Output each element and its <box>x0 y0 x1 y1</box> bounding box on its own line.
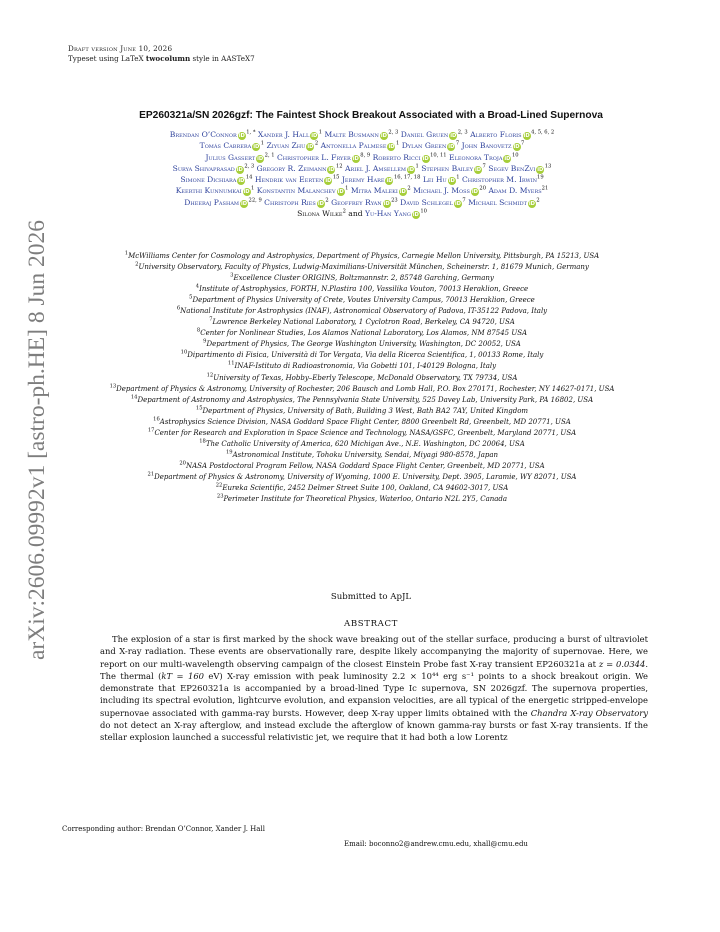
affiliation-item <box>62 450 662 461</box>
author-entry <box>365 209 427 218</box>
affiliation-item <box>62 328 662 339</box>
author-name[interactable]: Yu-Han Yang <box>365 209 411 219</box>
author-name[interactable]: Ariel J. Amsellem <box>345 163 406 173</box>
author-name[interactable]: Alberto Floris <box>470 130 522 139</box>
affiliation-text: Center for Nonlinear Studies, Los Alamos National Laboratory, Los Alamos, NM 87545 USA <box>200 329 528 338</box>
author-entry <box>413 186 486 195</box>
abstract-body <box>100 633 648 744</box>
affiliation-marker: 8, 9 <box>360 152 371 159</box>
orcid-icon[interactable]: iD <box>241 200 248 207</box>
author-entry <box>421 164 486 173</box>
affiliation-item <box>62 317 662 328</box>
affiliation-text: University Observatory, Faculty of Physics, Ludwig-Maximilians-Universität München, Scheinerstr. 1, 81679 Munich, Germany <box>138 263 589 272</box>
affiliation-item <box>62 494 662 505</box>
author-name[interactable]: Ziyuan Zhu <box>266 141 306 151</box>
affiliation-marker: 1, * <box>246 129 256 136</box>
author-name[interactable]: Christoph Ries <box>264 197 316 207</box>
author-name[interactable]: Christopher M. Irwin <box>461 175 538 185</box>
affiliation-number: 8 <box>196 327 201 334</box>
author-name[interactable]: Surya Shivaprasad <box>172 163 235 173</box>
author-name[interactable]: Antonella Palmese <box>320 141 387 151</box>
affiliation-item <box>62 350 662 361</box>
author-name[interactable]: Eleonora Troja <box>449 152 503 162</box>
author-entry <box>325 130 399 139</box>
orcid-icon[interactable]: iD <box>307 144 314 151</box>
affiliation-marker: 23 <box>391 197 398 204</box>
author-name[interactable]: Konstantin Malanchev <box>256 186 336 196</box>
orcid-icon[interactable]: iD <box>238 133 245 139</box>
affiliation-number: 1 <box>124 250 129 257</box>
affiliation-text: Excellence Cluster ORIGINS, Boltzmannstr. 2, 85748 Garching, Germany <box>233 274 494 283</box>
draft-version: Draft version June 10, 2026 <box>68 44 173 53</box>
orcid-icon[interactable]: iD <box>352 155 359 162</box>
affiliation-number: 12 <box>206 372 214 379</box>
affiliation-number: 18 <box>199 438 206 445</box>
author-name[interactable]: Tomás Cabrera <box>199 141 252 151</box>
affiliation-number: 10 <box>180 349 188 356</box>
author-name[interactable]: Dheeraj Pasham <box>184 197 240 207</box>
author-entry <box>184 198 261 207</box>
orcid-icon[interactable]: iD <box>253 144 260 151</box>
affiliation-marker: 2 <box>325 197 329 204</box>
abstract-text-3: eV) X-ray emission with peak luminosity <box>203 670 393 681</box>
affiliation-marker: 10 <box>420 208 427 215</box>
affiliation-item <box>62 273 662 284</box>
abstract-text-1: The explosion of a star is first marked by the shock wave breaking out of the stellar surface, producing a burst of ultraviolet and X-ray radiation. These events are observationally rare, despite likely accompanying the majority of supernovae. Here, we report on our multi-wavelength observing campaign of the closest Einstein Probe fast X-ray transient EP260321a at <box>100 634 648 669</box>
affiliation-marker: 21 <box>541 185 549 192</box>
author-line <box>62 163 662 174</box>
submitted-note: Submitted to ApJL <box>330 592 412 602</box>
author-line <box>62 152 662 163</box>
affiliation-item <box>62 295 662 306</box>
author-name[interactable]: David Schlegel <box>400 197 453 207</box>
abstract-text-4: points to a shock breakout origin. We demonstrate that EP260321a is accompanied by a broad-lined Type Ic supernova, SN 2026gzf. The supernova properties, including its spectral evolution, lightcurve evolution, and expansion velocities, are all typical of the energetic stripped-envelope supernovae associated with gamma-ray bursts. However, deep X-ray upper limits obtained with the <box>100 670 648 718</box>
author-entry <box>321 141 400 150</box>
orcid-icon[interactable]: iD <box>399 189 406 196</box>
affiliation-marker: 12 <box>335 163 343 170</box>
affiliation-marker: 1 <box>345 185 349 192</box>
affiliation-number: 11 <box>227 360 235 367</box>
author-entry <box>267 141 319 150</box>
affiliation-text: The Catholic University of America, 620 Michigan Ave., N.E. Washington, DC 20064, USA <box>205 439 525 448</box>
author-name[interactable]: Hendrik van Eerten <box>254 175 324 185</box>
author-name[interactable]: Simone Dichiara <box>180 175 237 185</box>
orcid-icon[interactable]: iD <box>471 189 478 196</box>
paper-title: EP260321a/SN 2026gzf: The Faintest Shock Breakout Associated with a Broad-Lined Supernova <box>139 110 603 121</box>
abstract-text-2: . The thermal ( <box>100 658 648 681</box>
orcid-icon[interactable]: iD <box>257 155 264 162</box>
author-entry <box>342 175 421 184</box>
author-entry <box>449 153 519 162</box>
author-name[interactable]: Roberto Ricci <box>372 152 421 162</box>
affiliation-number: 21 <box>147 471 155 478</box>
orcid-icon[interactable]: iD <box>243 189 250 196</box>
affiliation-text: National Institute for Astrophysics (INAF), Astronomical Observatory of Padova, IT-35122 Padova, Italy <box>180 307 548 316</box>
affiliation-marker: 1 <box>251 185 255 192</box>
author-line <box>62 185 662 196</box>
orcid-icon[interactable]: iD <box>407 166 415 173</box>
author-entry <box>488 164 551 173</box>
orcid-icon[interactable]: iD <box>386 178 393 185</box>
affiliation-number: 23 <box>216 493 224 500</box>
orcid-icon[interactable]: iD <box>454 200 461 207</box>
affiliation-number: 19 <box>225 449 233 456</box>
orcid-icon[interactable]: iD <box>311 133 318 139</box>
affiliation-marker: 7 <box>482 163 486 170</box>
orcid-icon[interactable]: iD <box>448 178 455 185</box>
affiliation-marker: 2 <box>314 140 319 147</box>
affiliation-number: 17 <box>147 427 155 434</box>
author-name[interactable]: Mitra Maleki <box>350 186 398 196</box>
orcid-icon[interactable]: iD <box>383 200 390 207</box>
affiliation-item <box>62 339 662 350</box>
author-entry <box>468 198 540 207</box>
affiliation-marker: 1 <box>318 129 323 136</box>
abstract-redshift: z = 0.0344 <box>598 658 646 669</box>
affiliation-item <box>62 428 662 439</box>
affiliation-text: University of Texas, Hobby–Eberly Telescope, McDonald Observatory, TX 79734, USA <box>213 373 518 382</box>
typeset-prefix: Typeset using <box>68 54 121 63</box>
author-entry <box>470 130 554 139</box>
affiliation-item <box>62 406 662 417</box>
affiliation-number: 14 <box>130 394 138 401</box>
affiliation-text: Eureka Scientific, 2452 Delmer Street Suite 100, Oakland, CA 94602-3017, USA <box>222 483 509 492</box>
author-conjunction: and <box>345 209 363 219</box>
affiliation-marker: 15 <box>332 174 340 181</box>
author-line <box>62 208 662 219</box>
affiliation-text: Department of Physics & Astronomy, University of Rochester, 206 Bausch and Lomb Hall, P.O. Box 270171, Rochester, NY 14627-0171, USA <box>116 384 615 393</box>
author-entry <box>423 175 460 184</box>
affiliation-item <box>62 483 662 494</box>
affiliation-item <box>62 439 662 450</box>
affiliation-text: Lawrence Berkeley National Laboratory, 1 Cyclotron Road, Berkeley, CA 94720, USA <box>212 318 515 327</box>
affiliation-marker: 2, 3 <box>244 163 255 170</box>
author-name[interactable]: Christopher L. Fryer <box>276 152 351 162</box>
author-name[interactable]: Segev BenZvi <box>488 163 536 173</box>
orcid-icon[interactable]: iD <box>328 166 335 173</box>
author-line <box>62 140 662 151</box>
affiliation-text: Department of Physics & Astronomy, University of Wyoming, 1000 E. University, Dept. 3905, Laramie, WY 82071, USA <box>154 472 577 481</box>
affiliation-number: 16 <box>153 416 160 423</box>
author-name[interactable]: Malte Busmann <box>324 130 379 139</box>
affiliation-list <box>62 251 662 505</box>
author-entry <box>277 153 370 162</box>
typeset-bold: twocolumn <box>145 54 191 63</box>
author-name[interactable]: Michael Schmidt <box>468 197 527 207</box>
author-entry <box>402 141 459 150</box>
affiliation-item <box>62 361 662 372</box>
affiliation-marker: 2 <box>536 197 540 204</box>
affiliation-number: 5 <box>189 294 193 301</box>
author-entry <box>488 186 548 195</box>
affiliation-item <box>62 461 662 472</box>
affiliation-text: INAF-Istituto di Radioastronomia, Via Gobetti 101, I-40129 Bologna, Italy <box>234 362 497 371</box>
affiliation-number: 7 <box>209 316 213 323</box>
abstract-kt: kT = 160 <box>161 670 204 681</box>
abstract-luminosity: 2.2 × 10⁴⁴ erg s⁻¹ <box>392 670 474 681</box>
author-entry <box>180 175 252 184</box>
affiliation-text: Department of Physics University of Crete, Voutes University Campus, 70013 Heraklion, Greece <box>192 296 535 305</box>
author-name[interactable]: John Banovetz <box>461 141 512 151</box>
author-line <box>62 197 662 208</box>
affiliation-number: 15 <box>195 405 203 412</box>
affiliation-marker: 2 <box>407 185 411 192</box>
author-name: Silona Wilke <box>297 209 343 219</box>
orcid-icon[interactable]: iD <box>317 200 324 207</box>
orcid-icon[interactable]: iD <box>504 155 511 162</box>
orcid-icon[interactable]: iD <box>325 178 332 185</box>
author-entry <box>170 130 256 139</box>
author-entry <box>462 141 525 150</box>
affiliation-text: Perimeter Institute for Theoretical Physics, Waterloo, Ontario N2L 2Y5, Canada <box>223 495 508 504</box>
affiliation-text: McWilliams Center for Cosmology and Astrophysics, Department of Physics, Carnegie Mellon University, Pittsburgh, PA 15213, USA <box>128 252 600 260</box>
affiliation-item <box>62 284 662 295</box>
affiliation-marker: 10, 11 <box>430 152 447 159</box>
affiliation-text: Center for Research and Exploration in Space Science and Technology, NASA/GSFC, Greenbelt, Maryland 20771, USA <box>154 428 577 437</box>
affiliation-marker: 1 <box>456 174 460 181</box>
orcid-icon[interactable]: iD <box>523 133 530 139</box>
affiliation-item <box>62 262 662 273</box>
affiliation-marker: 19 <box>537 174 544 181</box>
author-name[interactable]: Michael J. Moss <box>413 186 470 196</box>
author-entry <box>400 198 466 207</box>
author-entry <box>173 164 255 173</box>
affiliation-text: Dipartimento di Fisica, Università di Tor Vergata, Via della Ricerca Scientifica, 1, 00133 Rome, Italy <box>187 351 544 360</box>
affiliation-text: Astronomical Institute, Tohoku University, Sendai, Miyagi 980-8578, Japan <box>232 450 499 459</box>
author-line <box>62 174 662 185</box>
author-name[interactable]: Xander J. Hall <box>257 130 310 139</box>
author-entry <box>401 130 468 139</box>
author-name[interactable]: Geoffrey Ryan <box>331 197 382 207</box>
author-name[interactable]: Gregory R. Zeimann <box>256 163 327 173</box>
orcid-icon[interactable]: iD <box>238 178 245 185</box>
author-entry <box>373 153 447 162</box>
affiliation-marker: 22, 9 <box>248 197 262 204</box>
author-name[interactable]: Daniel Gruen <box>400 130 449 139</box>
affiliation-marker: 1 <box>260 140 265 147</box>
orcid-icon[interactable]: iD <box>388 144 395 151</box>
email-line: Email: boconno2@andrew.cmu.edu, xhall@cmu.edu <box>344 840 528 848</box>
affiliation-marker: 14 <box>245 174 253 181</box>
affiliation-number: 22 <box>215 482 223 489</box>
author-entry <box>462 175 544 184</box>
abstract-chandra: Chandra X-ray Observatory <box>530 707 649 718</box>
affiliation-text: Institute of Astrophysics, FORTH, N.Plastira 100, Vassilika Vouton, 70013 Heraklion, Greece <box>199 285 529 294</box>
affiliation-marker: 16, 17, 18 <box>393 174 421 181</box>
affiliation-marker: 2 <box>342 208 346 215</box>
author-entry <box>200 141 264 150</box>
orcid-icon[interactable]: iD <box>236 166 243 173</box>
affiliation-marker: 7 <box>462 197 466 204</box>
orcid-icon[interactable]: iD <box>528 200 535 207</box>
author-entry <box>297 209 363 218</box>
affiliation-marker: 7 <box>521 140 525 147</box>
affiliation-text: Department of Astronomy and Astrophysics, The Pennsylvania State University, 525 Davey Lab, University Park, PA 16802, USA <box>137 395 594 404</box>
orcid-icon[interactable]: iD <box>537 166 544 173</box>
affiliation-marker: 1 <box>395 140 400 147</box>
orcid-icon[interactable]: iD <box>513 144 520 151</box>
arxiv-identifier: arXiv:2606.09992v1 [astro-ph.HE] 8 Jun 2026 <box>24 229 49 660</box>
author-entry <box>331 198 398 207</box>
author-entry <box>264 198 329 207</box>
page-header <box>68 44 255 64</box>
author-entry <box>351 186 411 195</box>
affiliation-item <box>62 395 662 406</box>
author-entry <box>255 175 340 184</box>
abstract-text-5: do not detect an X-ray afterglow, and instead exclude the afterglow of known gamma-ray bursts or fast X-ray transients. If the stellar explosion launched a successful relativistic jet, we require that it had both a low Lorentz <box>100 720 648 743</box>
affiliation-item <box>62 417 662 428</box>
author-entry <box>257 186 349 195</box>
author-entry <box>205 153 274 162</box>
affiliation-item <box>62 472 662 483</box>
arxiv-sidebar <box>0 220 70 660</box>
typeset-latex: LaTeX <box>120 54 146 63</box>
author-name[interactable]: Keerthi Kunnumkai <box>175 186 242 196</box>
author-entry <box>176 186 255 195</box>
affiliation-marker: 7 <box>455 140 460 147</box>
orcid-icon[interactable]: iD <box>337 189 344 196</box>
orcid-icon[interactable]: iD <box>474 166 482 173</box>
affiliation-number: 2 <box>135 261 139 268</box>
author-entry <box>345 164 419 173</box>
affiliation-text: NASA Postdoctoral Program Fellow, NASA Goddard Space Flight Center, Greenbelt, MD 20771, USA <box>185 461 545 470</box>
author-name[interactable]: Lei Hu <box>422 175 447 185</box>
affiliation-item <box>62 251 662 262</box>
affiliation-marker: 2, 3 <box>457 129 468 136</box>
affiliation-number: 13 <box>109 383 117 390</box>
orcid-icon[interactable]: iD <box>422 155 429 162</box>
affiliation-marker: 1 <box>415 163 419 170</box>
affiliation-text: Astrophysics Science Division, NASA Goddard Space Flight Center, 8800 Greenbelt Rd, Greenbelt, MD 20771, USA <box>159 417 571 426</box>
author-list <box>62 129 662 219</box>
typeset-suffix: style in AASTeX7 <box>190 54 255 63</box>
affiliation-item <box>62 306 662 317</box>
affiliation-number: 9 <box>203 338 207 345</box>
affiliation-marker: 4, 5, 6, 2 <box>531 129 555 136</box>
affiliation-marker: 2, 1 <box>264 152 275 159</box>
author-name[interactable]: Jeremy Hare <box>341 175 385 185</box>
corresponding-author: Corresponding author: Brendan O’Connor, Xander J. Hall <box>62 825 265 833</box>
affiliation-marker: 20 <box>479 185 487 192</box>
orcid-icon[interactable]: iD <box>448 144 455 151</box>
author-name[interactable]: Dylan Green <box>401 141 447 151</box>
orcid-icon[interactable]: iD <box>450 133 457 139</box>
author-name[interactable]: Brendan O’Connor <box>169 130 237 139</box>
affiliation-number: 4 <box>195 283 200 290</box>
orcid-icon[interactable]: iD <box>380 133 387 139</box>
abstract-heading: ABSTRACT <box>344 619 398 629</box>
author-entry <box>258 130 322 139</box>
affiliation-number: 3 <box>230 272 234 279</box>
author-name[interactable]: Stephen Bailey <box>421 163 474 173</box>
affiliation-marker: 13 <box>544 163 552 170</box>
author-name[interactable]: Adam D. Myers <box>488 186 542 196</box>
arxiv-sidebar-svg <box>0 220 70 660</box>
affiliation-marker: 10 <box>511 152 519 159</box>
affiliation-number: 20 <box>179 460 186 467</box>
author-line <box>62 129 662 140</box>
affiliation-text: Department of Physics, The George Washington University, Washington, DC 20052, USA <box>206 340 521 349</box>
affiliation-item <box>62 384 662 395</box>
author-entry <box>257 164 343 173</box>
author-name[interactable]: Julius Gassert <box>205 152 256 162</box>
affiliation-item <box>62 373 662 384</box>
affiliation-text: Department of Physics, University of Bath, Building 3 West, Bath BA2 7AY, United Kingdom <box>202 406 529 415</box>
affiliation-marker: 2, 3 <box>388 129 399 136</box>
typeset-note <box>68 54 255 64</box>
affiliation-number: 6 <box>176 305 181 312</box>
orcid-icon[interactable]: iD <box>412 212 419 219</box>
